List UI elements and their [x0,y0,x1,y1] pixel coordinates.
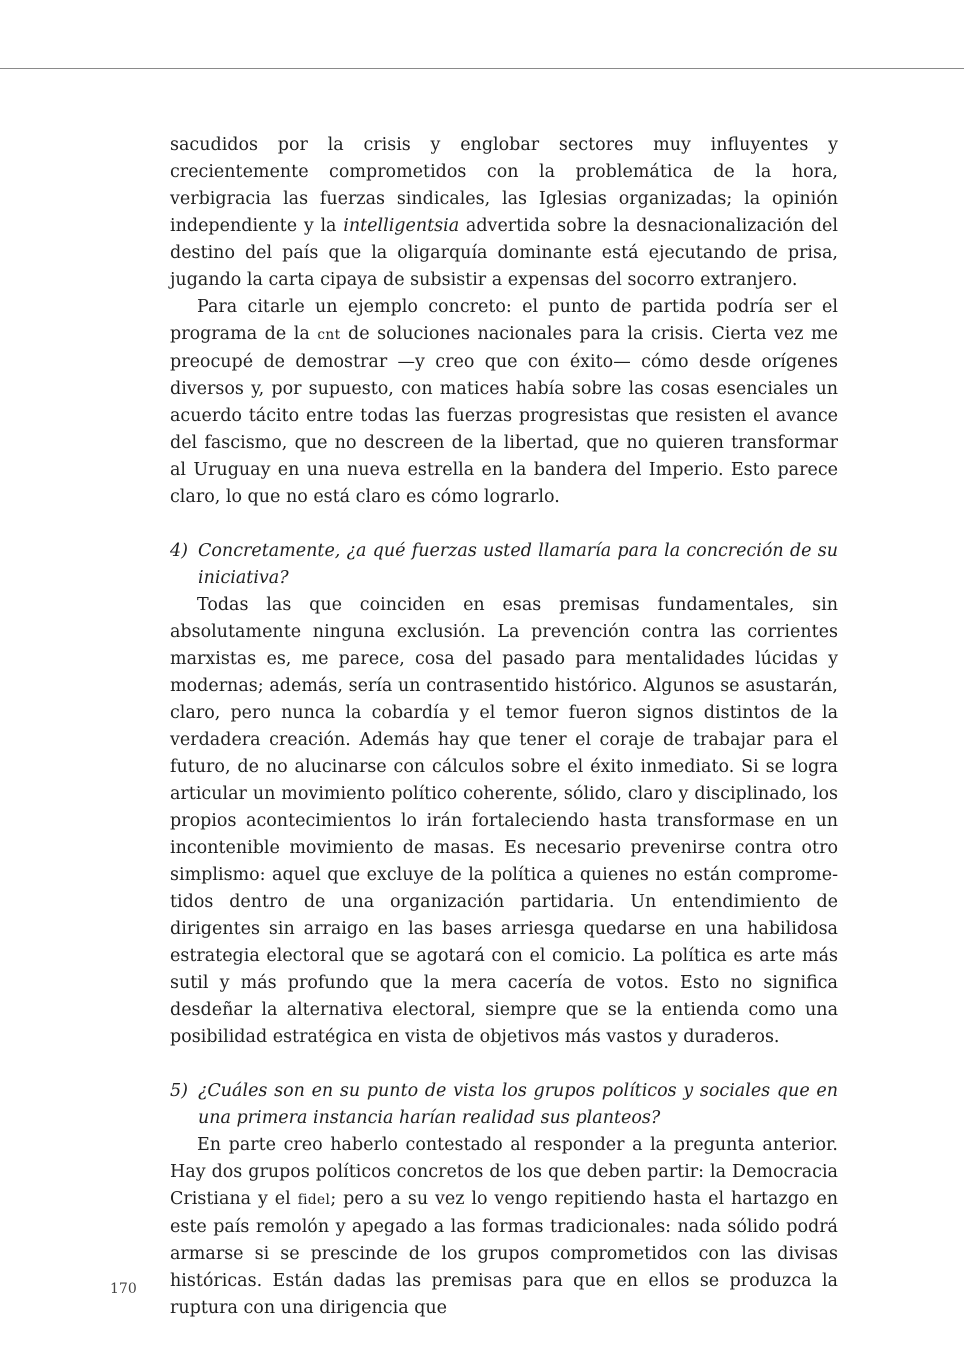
abbreviation-fidel: fidel [297,1192,331,1208]
paragraph-example: Para citarle un ejemplo concreto: el punto de partida podría ser el programa de la cnt de soluciones nacionales para la crisis. Cierta vez me preocupé de demostrar —y creo que con éxito— cómo desde orígenes diversos y, por supuesto, con matices había sobre las cosas esenciales un acuerdo tácito entre todas las fuerzas progresistas que resisten el avance del fascismo, que no descreen de la libertad, que no quieren transformar al Uruguay en una nueva estrella en la bandera del Imperio. Esto parece claro, lo que no está claro es cómo lograrlo. [170,297,838,507]
question-text: ¿Cuáles son en su punto de vista los grupos políticos y sociales que en una primera instancia harían realidad sus planteos? [198,1081,838,1128]
italic-term: intelligentsia [343,216,460,236]
paragraph-continuation: sacudidos por la crisis y englobar sectores muy influyentes y crecientemente comprometidos con la problemática de la hora, verbigracia las fuerzas sindicales, las Iglesias organizadas; la opinión independiente y la intelligentsia advertida sobre la desnacionalización del destino del país que la oligarquía dominante está ejecutando de prisa, jugando la carta cipaya de subsistir a expensas del socorro extranjero. [170,135,838,290]
page-number: 170 [110,1281,137,1297]
question-5 [170,1078,838,1132]
answer-5: En parte creo haberlo contestado al responder a la pregunta anterior. Hay dos grupos políticos concretos de los que deben partir: la Democracia Cristiana y el fidel; pero a su vez lo vengo repitiendo hasta el hartazgo en este país remolón y apegado a las formas tradicionales: nada sólido podrá armarse si se prescinde de los grupos comprometidos con las divisas históricas. Están dadas las premisas para que en ellos se produzca la ruptura con una dirigencia que [170,1135,838,1318]
header-rule [0,68,964,69]
question-number: 5) [170,1081,188,1101]
question-4 [170,538,838,592]
question-text: Concretamente, ¿a qué fuerzas usted llamaría para la concreción de su iniciativa? [198,541,838,588]
body-text [170,132,838,1322]
question-number: 4) [170,541,188,561]
answer-4: Todas las que coinciden en esas premisas fundamentales, sin absolutamente ninguna exclusión. La prevención contra las corrientes marxistas es, me parece, cosa del pasado para mentalidades lúcidas y modernas; además, sería un contrasentido histórico. Algunos se asustarán, claro, pero nunca la cobardía y el temor fueron signos distintos de la verdadera creación. Además hay que tener el coraje de trabajar para el futuro, de no alucinarse con cálculos sobre el éxito inmediato. Si se logra articular un movimiento político coherente, sólido, claro y disciplinado, los propios acontecimientos lo irán fortaleciendo hasta transformase en un incontenible movimiento de masas. Es necesario prevenirse contra otro simplismo: aquel que excluye de la política a quienes no están comprometidos dentro de una organización partidaria. Un entendimiento de dirigentes sin arraigo en las bases arriesga quedarse en una habilidosa estrategia electoral que se agotará con el comicio. La política es arte más sutil y más profundo que la mera cacería de votos. Esto no significa desdeñar la alternativa electoral, siempre que se la entienda como una posibilidad estratégica en vista de objetivos más vastos y duraderos. [170,595,838,1047]
abbreviation-cnt: cnt [317,327,341,343]
